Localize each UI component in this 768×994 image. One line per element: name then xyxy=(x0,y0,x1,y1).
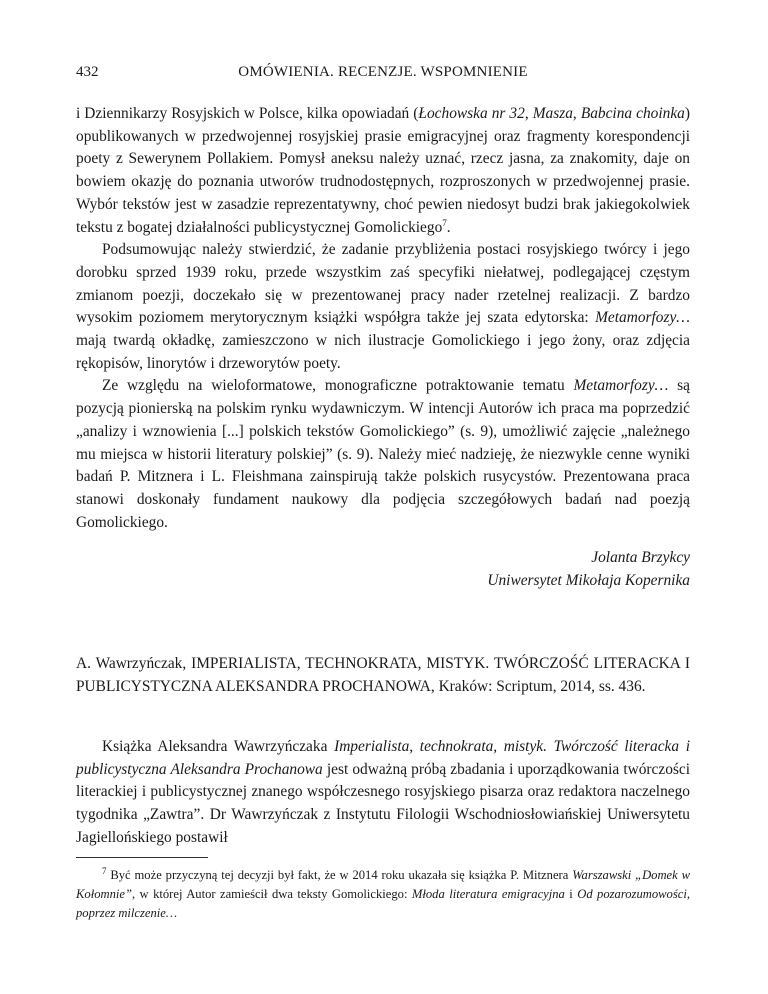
italic-title: Młoda literatura emigracyjna xyxy=(411,887,565,901)
text-run: i Dziennikarzy Rosyjskich w Polsce, kilka opowiadań ( xyxy=(76,105,419,122)
footnote-divider xyxy=(76,857,208,858)
paragraph-1 xyxy=(76,103,690,239)
review-heading: A. Wawrzyńczak, IMPERIALISTA, TECHNOKRATA, MISTYK. TWÓRCZOŚĆ LITERACKA I PUBLICYSTYCZNA ALEKSANDRA PROCHANOWA, Kraków: Scriptum, 2014, ss. 436. xyxy=(76,655,690,695)
review-paragraph-1 xyxy=(76,736,690,850)
footnote xyxy=(76,866,690,923)
signature-affiliation: Uniwersytet Mikołaja Kopernika xyxy=(487,571,690,589)
text-run: mają twardą okładkę, zamieszczono w nich ilustracje Gomolickiego i jego żony, oraz zdjęcia rękopisów, linorytów i drzeworytów poety. xyxy=(76,332,690,372)
footnote-7 xyxy=(76,866,690,923)
text-run: Podsumowując należy stwierdzić, że zadanie przybliżenia postaci rosyjskiego twórcy i jego dorobku sprzed 1939 roku, przede wszystkim zaś specyfiki niełatwej, podlegającej częstym zmianom poezji, doczekało się w prezentowanej pracy nader rzetelnej realizacji. Z bardzo wysokim poziomem merytorycznym książki współgra także jej szata edytorska: xyxy=(76,241,690,327)
footnote-reference[interactable]: 7 xyxy=(442,217,447,228)
running-title: OMÓWIENIA. RECENZJE. WSPOMNIENIE xyxy=(238,64,528,80)
text-run: są pozycją pionierską na polskim rynku wydawniczym. W intencji Autorów ich praca ma poprzedzić „analizy i wznowienia [...] polskich tekstów Gomolickiego” (s. 9), umożliwić zajęcie „należnego mu miejsca w historii literatury polskiej” (s. 9). Należy mieć nadzieję, że niezwykle cenne wyniki badań P. Mitznera i L. Fleishmana zainspirują także polskich rusycystów. Prezentowana praca stanowi doskonały fundament naukowy dla podjęcia szczegółowych badań nad poezją Gomolickiego. xyxy=(76,377,691,531)
review-signature xyxy=(76,547,690,592)
text-run: . xyxy=(446,218,451,236)
italic-title: Od pozarozumowości, poprzez milczenie… xyxy=(76,887,690,920)
italic-title: Masza xyxy=(532,105,573,122)
italic-title: Metamorfozy… xyxy=(595,309,690,327)
footnote-number: 7 xyxy=(102,865,107,876)
italic-title: Metamorfozy… xyxy=(573,377,669,395)
italic-title: Łochowska nr 32 xyxy=(418,105,525,122)
italic-title: Imperialista, technokrata, mistyk. Twórczość literacka i publicystyczna Aleksandra Prochanowa xyxy=(76,738,690,778)
signature-author: Jolanta Brzykcy xyxy=(591,549,690,566)
text-run: Ze względu na wieloformatowe, monograficzne potraktowanie tematu xyxy=(102,377,574,395)
text-run: , xyxy=(572,105,581,122)
text-run: ) opublikowanych w przedwojennej rosyjskiej prasie emigracyjnej oraz fragmenty korespondencji poety z Sewerynem Pollakiem. Pomysł aneksu należy uznać, rzecz jasna, za znakomity, daje on bowiem okazję do poznania utworów trudnodostępnych, rozproszonych w przedwojennej prasie. Wybór tekstów jest w zasadzie reprezentatywny, choć pewien niedosyt budzi brak jakiegokolwiek tekstu z bogatej działalności publicystycznej Gomolickiego xyxy=(76,105,690,236)
running-head xyxy=(76,64,690,86)
paragraph-3 xyxy=(76,375,690,534)
paragraph-2 xyxy=(76,239,690,375)
review-body xyxy=(76,736,690,850)
italic-title: Babcina choinka xyxy=(580,105,685,122)
page-number: 432 xyxy=(76,64,99,80)
text-run: i xyxy=(564,887,578,901)
italic-title: Warszawski „Domek w Kołomnie” xyxy=(76,868,691,901)
body-text xyxy=(76,103,690,534)
text-run: Książka Aleksandra Wawrzyńczaka xyxy=(102,738,335,755)
text-run: Być może przyczyną tej decyzji był fakt, że w 2014 roku ukazała się książka P. Mitznera xyxy=(106,868,573,882)
text-run: , xyxy=(524,105,533,122)
text-run: jest odważną próbą zbadania i uporządkowania twórczości literackiej i publicystycznej znanego współczesnego rosyjskiego pisarza oraz redaktora naczelnego tygodnika „Zawtra”. Dr Wawrzyńczak z Instytutu Filologii Wschodniosłowiańskiej Uniwersytetu Jagiellońskiego postawił xyxy=(76,760,690,846)
text-run: , w której Autor zamieścił dwa teksty Gomolickiego: xyxy=(131,887,412,901)
